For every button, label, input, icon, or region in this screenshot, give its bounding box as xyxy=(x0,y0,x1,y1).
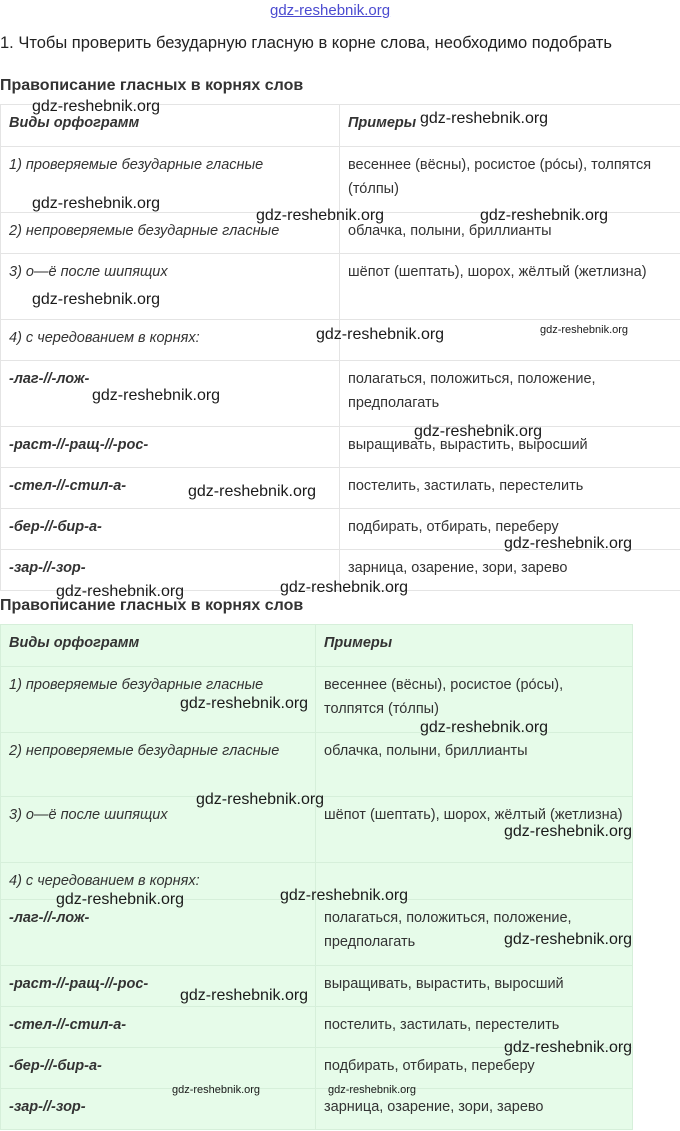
row-examples: полагаться, положиться, положение, предполагать xyxy=(340,361,680,427)
row-kind: -зар-//-зор- xyxy=(1,550,340,591)
section-title-copy: Правописание гласных в корнях слов xyxy=(0,597,304,614)
row-examples: полагаться, положиться, положение, предполагать xyxy=(316,900,633,966)
watermark: gdz-reshebnik.org xyxy=(32,98,161,115)
row-examples: подбирать, отбирать, переберу xyxy=(340,509,680,550)
header-examples: Примеры xyxy=(316,625,633,667)
row-kind: -бер-//-бир-а- xyxy=(1,1048,316,1089)
row-kind: 1) проверяемые безударные гласные xyxy=(1,147,340,213)
watermark: gdz-reshebnik.org xyxy=(196,791,325,808)
row-kind: 1) проверяемые безударные гласные xyxy=(1,667,316,733)
header-kinds: Виды орфограмм xyxy=(1,625,316,667)
watermark: gdz-reshebnik.org xyxy=(504,535,633,552)
watermark: gdz-reshebnik.org xyxy=(180,987,309,1004)
row-kind: 2) непроверяемые безударные гласные xyxy=(1,213,340,254)
watermark: gdz-reshebnik.org xyxy=(32,195,161,212)
watermark: gdz-reshebnik.org xyxy=(32,291,161,308)
row-examples: подбирать, отбирать, переберу xyxy=(316,1048,633,1089)
watermark: gdz-reshebnik.org xyxy=(180,695,309,712)
watermark: gdz-reshebnik.org xyxy=(280,579,409,596)
spelling-table xyxy=(0,104,680,591)
watermark: gdz-reshebnik.org xyxy=(172,1084,261,1096)
header-kinds: Виды орфограмм xyxy=(1,105,340,147)
row-examples: постелить, застилать, перестелить xyxy=(340,468,680,509)
header-examples: Примеры xyxy=(340,105,680,147)
watermark: gdz-reshebnik.org xyxy=(420,110,549,127)
row-kind: 4) с чередованием в корнях: xyxy=(1,320,340,361)
question-text: 1. Чтобы проверить безударную гласную в корне слова, необходимо подобрать xyxy=(0,34,612,52)
watermark: gdz-reshebnik.org xyxy=(56,891,185,908)
row-examples: облачка, полыни, бриллианты xyxy=(340,213,680,254)
watermark: gdz-reshebnik.org xyxy=(414,423,543,440)
watermark: gdz-reshebnik.org xyxy=(328,1084,417,1096)
watermark: gdz-reshebnik.org xyxy=(280,887,409,904)
watermark: gdz-reshebnik.org xyxy=(420,719,549,736)
row-kind: -раст-//-ращ-//-рос- xyxy=(1,427,340,468)
watermark: gdz-reshebnik.org xyxy=(92,387,221,404)
watermark: gdz-reshebnik.org xyxy=(480,207,609,224)
watermark: gdz-reshebnik.org xyxy=(56,583,185,600)
row-kind: -лаг-//-лож- xyxy=(1,900,316,966)
watermark: gdz-reshebnik.org xyxy=(188,483,317,500)
watermark: gdz-reshebnik.org xyxy=(504,823,633,840)
row-examples: шёпот (шептать), шорох, жёлтый (жетлизна) xyxy=(340,254,680,320)
row-kind: -стел-//-стил-а- xyxy=(1,1007,316,1048)
row-kind: -стел-//-стил-а- xyxy=(1,468,340,509)
row-kind: -зар-//-зор- xyxy=(1,1089,316,1130)
row-examples: зарница, озарение, зори, зарево xyxy=(316,1089,633,1130)
row-examples: выращивать, вырастить, выросший xyxy=(316,966,633,1007)
row-examples: шёпот (шептать), шорох, жёлтый (жетлизна) xyxy=(316,797,633,863)
row-examples: постелить, застилать, перестелить xyxy=(316,1007,633,1048)
row-kind: -раст-//-ращ-//-рос- xyxy=(1,966,316,1007)
site-link[interactable]: gdz-reshebnik.org xyxy=(270,2,391,19)
row-kind: 3) о—ё после шипящих xyxy=(1,797,316,863)
row-examples: весеннее (вёсны), росистое (ро́сы), толпятся (то́лпы) xyxy=(316,667,633,733)
watermark: gdz-reshebnik.org xyxy=(504,931,633,948)
watermark: gdz-reshebnik.org xyxy=(504,1039,633,1056)
row-kind: 3) о—ё после шипящих xyxy=(1,254,340,320)
row-examples: весеннее (вёсны), росистое (ро́сы), толпятся (то́лпы) xyxy=(340,147,680,213)
watermark: gdz-reshebnik.org xyxy=(256,207,385,224)
watermark: gdz-reshebnik.org xyxy=(540,324,629,336)
row-kind: -лаг-//-лож- xyxy=(1,361,340,427)
row-examples: зарница, озарение, зори, зарево xyxy=(340,550,680,591)
row-examples: облачка, полыни, бриллианты xyxy=(316,733,633,797)
watermark: gdz-reshebnik.org xyxy=(316,326,445,343)
section-title: Правописание гласных в корнях слов xyxy=(0,77,304,94)
row-kind: 4) с чередованием в корнях: xyxy=(1,863,316,900)
row-kind: 2) непроверяемые безударные гласные xyxy=(1,733,316,797)
row-examples: выращивать, вырастить, выросший xyxy=(340,427,680,468)
row-kind: -бер-//-бир-а- xyxy=(1,509,340,550)
